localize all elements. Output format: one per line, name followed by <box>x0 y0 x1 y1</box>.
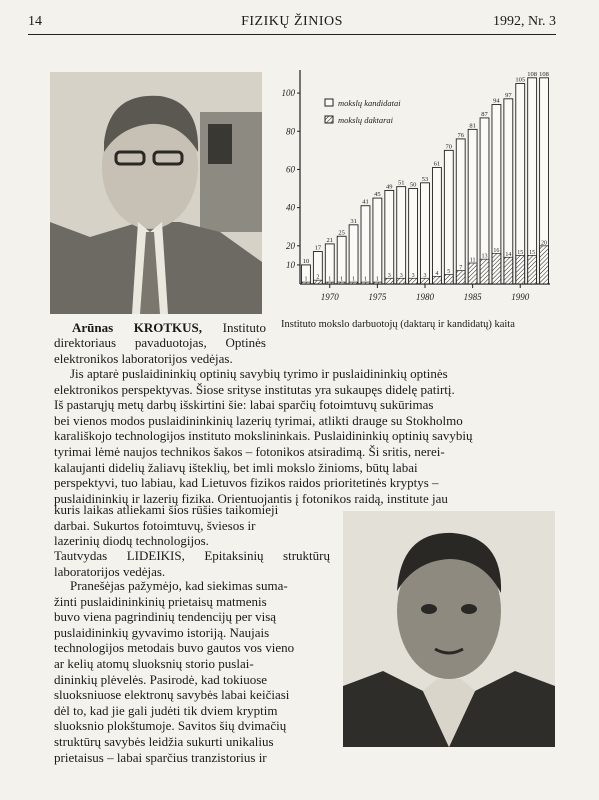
bar-label-kandidatai: 10 <box>302 257 310 265</box>
bar-daktarai <box>528 255 537 284</box>
portrait-photo-lideikis <box>343 511 555 747</box>
bar-label-daktarai: 1 <box>363 276 367 283</box>
bar-daktarai <box>397 278 406 284</box>
text-line: Iš pastarųjų metų darbų išskirtini šie: labai sparčių fotoimtuvų sukūrimas <box>54 397 434 413</box>
caption-text: Epitaksinių struktūrų laboratorijos vedėjas. <box>54 548 330 579</box>
bar-daktarai <box>409 278 418 284</box>
bar-label-kandidatai: 41 <box>362 198 369 206</box>
bar-daktarai <box>385 278 394 284</box>
text-line: tyrimai lėmė naujos technikos šakos – fotonikos atsiradimą. Ši sritis, nerei- <box>54 443 445 459</box>
bar-daktarai <box>492 253 501 284</box>
text-line: puslaidininkių ir lazerių fizika. Orientuojantis į fotonikos raidą, institute jau <box>54 490 448 506</box>
bar-kandidatai <box>432 168 441 284</box>
text-line: dėl to, kad jie gali judėti tik dviem kryptim <box>54 702 278 718</box>
text-line: žinti puslaidininkinių prietaisų matmenis <box>54 593 267 609</box>
bar-label-kandidatai: 70 <box>445 143 453 151</box>
caption-krotkus <box>54 320 266 366</box>
bar-kandidatai <box>397 187 406 284</box>
x-tick-label: 1980 <box>416 292 434 302</box>
bar-label-daktarai: 4 <box>435 270 439 277</box>
bar-label-kandidatai: 108 <box>539 70 549 78</box>
bar-kandidatai <box>373 198 382 284</box>
paragraph-3 <box>54 578 330 765</box>
bar-kandidatai <box>349 225 358 284</box>
portrait-photo-krotkus <box>50 72 262 314</box>
bar-label-daktarai: 7 <box>459 265 463 272</box>
bar-label-daktarai: 1 <box>375 276 379 283</box>
bar-label-daktarai: 1 <box>304 276 308 283</box>
caption-lideikis <box>54 548 330 579</box>
page-header <box>28 14 556 35</box>
bar-label-kandidatai: 21 <box>326 236 334 244</box>
bar-kandidatai <box>409 189 418 284</box>
page-number: 14 <box>28 14 42 29</box>
x-tick-label: 1970 <box>320 292 339 302</box>
bar-label-daktarai: 15 <box>517 249 524 256</box>
bar-label-kandidatai: 49 <box>386 183 393 191</box>
bar-kandidatai <box>361 206 370 284</box>
y-tick-label: 60 <box>286 164 295 175</box>
x-tick-label: 1990 <box>511 292 530 302</box>
text-line: lazerinių diodų technologijos. <box>54 533 209 549</box>
paragraph-1 <box>54 366 556 506</box>
bar-label-daktarai: 11 <box>469 257 476 264</box>
text-line: technologijos metodais buvo gautos vos vieno <box>54 640 295 656</box>
text-line: darbai. Sukurtos fotoimtuvų, šviesos ir <box>54 517 256 533</box>
staff-chart <box>268 62 568 320</box>
bar-label-kandidatai: 108 <box>527 70 538 78</box>
bar-daktarai <box>468 263 477 284</box>
bar-label-daktarai: 20 <box>541 240 548 247</box>
legend-label-daktarai: mokslų daktarai <box>338 115 394 125</box>
text-line: karališkojo technologijos instituto mokslininkais. Puslaidininkių optinių savybių <box>54 428 473 444</box>
bar-daktarai <box>516 255 525 284</box>
text-line: dininkių plėvelės. Pasirodė, kad tokiuose <box>54 671 268 687</box>
text-line: sluoksniuose elektronų savybės labai keičiasi <box>54 687 290 703</box>
legend-swatch-kandidatai <box>325 99 333 106</box>
bar-label-kandidatai: 17 <box>314 244 322 252</box>
text-line: sluoksnio plokštumoje. Savitos šių dvimačių <box>54 718 287 734</box>
bar-kandidatai <box>444 150 453 284</box>
bar-label-daktarai: 3 <box>423 272 427 279</box>
text-line: prietaisus – labai sparčius tranzistorius ir <box>54 749 267 765</box>
caption-text: Instituto direktoriaus pavaduotojas, Optinės elektronikos laboratorijos vedėjas. <box>54 320 266 366</box>
y-tick-label: 40 <box>286 202 295 213</box>
bar-label-kandidatai: 45 <box>374 191 381 199</box>
bar-label-daktarai: 15 <box>529 249 536 256</box>
bar-label-daktarai: 3 <box>387 272 391 279</box>
text-line: ar kelių atomų sluoksnių storio puslai- <box>54 655 254 671</box>
bar-label-daktarai: 1 <box>352 276 356 283</box>
y-tick-label: 20 <box>286 240 295 251</box>
bar-label-kandidatai: 94 <box>493 97 500 105</box>
bar-label-kandidatai: 25 <box>338 229 345 237</box>
bar-daktarai <box>313 280 322 284</box>
bar-label-daktarai: 16 <box>493 247 500 254</box>
text-line: buvo viena pagrindinių tendencijų per visą <box>54 609 277 625</box>
bar-kandidatai <box>385 190 394 284</box>
bar-label-kandidatai: 76 <box>457 131 464 139</box>
text-line: puslaidininkių gyvavimo istoriją. Naujais <box>54 624 270 640</box>
issue-number: 1992, Nr. 3 <box>493 14 556 29</box>
text-line: kuris laikas atliekami šios rūšies taikomieji <box>54 502 279 517</box>
bar-label-kandidatai: 81 <box>469 122 476 130</box>
y-tick-label: 10 <box>286 259 295 270</box>
text-line: perspektyvi, tuo labiau, kad Lietuvos fizikos raidos prioritetinės kryptys – <box>54 475 439 491</box>
text-line: Pranešėjas pažymėjo, kad siekimas suma- <box>70 578 288 593</box>
bar-label-kandidatai: 61 <box>433 160 441 168</box>
bar-label-kandidatai: 50 <box>409 181 417 189</box>
y-tick-label: 80 <box>286 126 295 137</box>
bar-daktarai <box>504 257 513 284</box>
x-tick-label: 1985 <box>463 292 482 302</box>
bar-label-kandidatai: 97 <box>505 91 512 99</box>
bar-label-kandidatai: 87 <box>481 110 488 118</box>
bar-label-kandidatai: 51 <box>397 179 405 187</box>
bar-label-daktarai: 2 <box>316 274 320 281</box>
caption-name: Arūnas KROTKUS, <box>72 320 203 335</box>
legend-swatch-daktarai <box>325 116 333 123</box>
bar-label-kandidatai: 105 <box>515 76 526 84</box>
bar-label-daktarai: 5 <box>447 268 451 275</box>
x-tick-label: 1975 <box>368 292 387 302</box>
bar-daktarai <box>421 278 430 284</box>
caption-name: Tautvydas LIDEIKIS, <box>54 548 185 563</box>
paragraph-2 <box>54 502 330 549</box>
bar-label-daktarai: 13 <box>481 253 488 260</box>
bar-daktarai <box>456 271 465 284</box>
text-line: Jis aptarė puslaidininkių optinių savybių tyrimo ir puslaidininkių optinės <box>70 366 448 381</box>
journal-title: FIZIKŲ ŽINIOS <box>241 14 343 29</box>
bar-label-daktarai: 3 <box>411 272 415 279</box>
bar-daktarai <box>480 259 489 284</box>
text-line: kalaujanti didelių žaliavų išteklių, bet imli mokslo žinioms, būtų labai <box>54 459 418 475</box>
bar-daktarai <box>444 274 453 284</box>
text-line: struktūrų savybės leidžia sukurti unikalius <box>54 733 274 749</box>
bar-label-daktarai: 1 <box>328 276 332 283</box>
bar-label-daktarai: 1 <box>340 276 344 283</box>
y-tick-label: 100 <box>281 88 295 99</box>
bar-label-kandidatai: 31 <box>350 217 357 225</box>
bar-label-daktarai: 14 <box>505 251 512 258</box>
bar-daktarai <box>432 276 441 284</box>
bar-daktarai <box>540 246 549 284</box>
bar-kandidatai <box>456 139 465 284</box>
text-line: elektronikos perspektyvas. Šiose srityse institutas yra sukaupęs didelę patirtį. <box>54 381 455 397</box>
bar-label-kandidatai: 53 <box>421 175 429 183</box>
legend-label-kandidatai: mokslų kandidatai <box>338 98 401 108</box>
bar-kandidatai <box>421 183 430 284</box>
bar-label-daktarai: 3 <box>399 272 403 279</box>
text-line: bei vienos modos puslaidininkinių lazerių tyrimai, atlikti drauge su Stokholmo <box>54 412 463 428</box>
chart-caption: Instituto mokslo darbuotojų (daktarų ir kandidatų) kaita <box>281 319 515 330</box>
